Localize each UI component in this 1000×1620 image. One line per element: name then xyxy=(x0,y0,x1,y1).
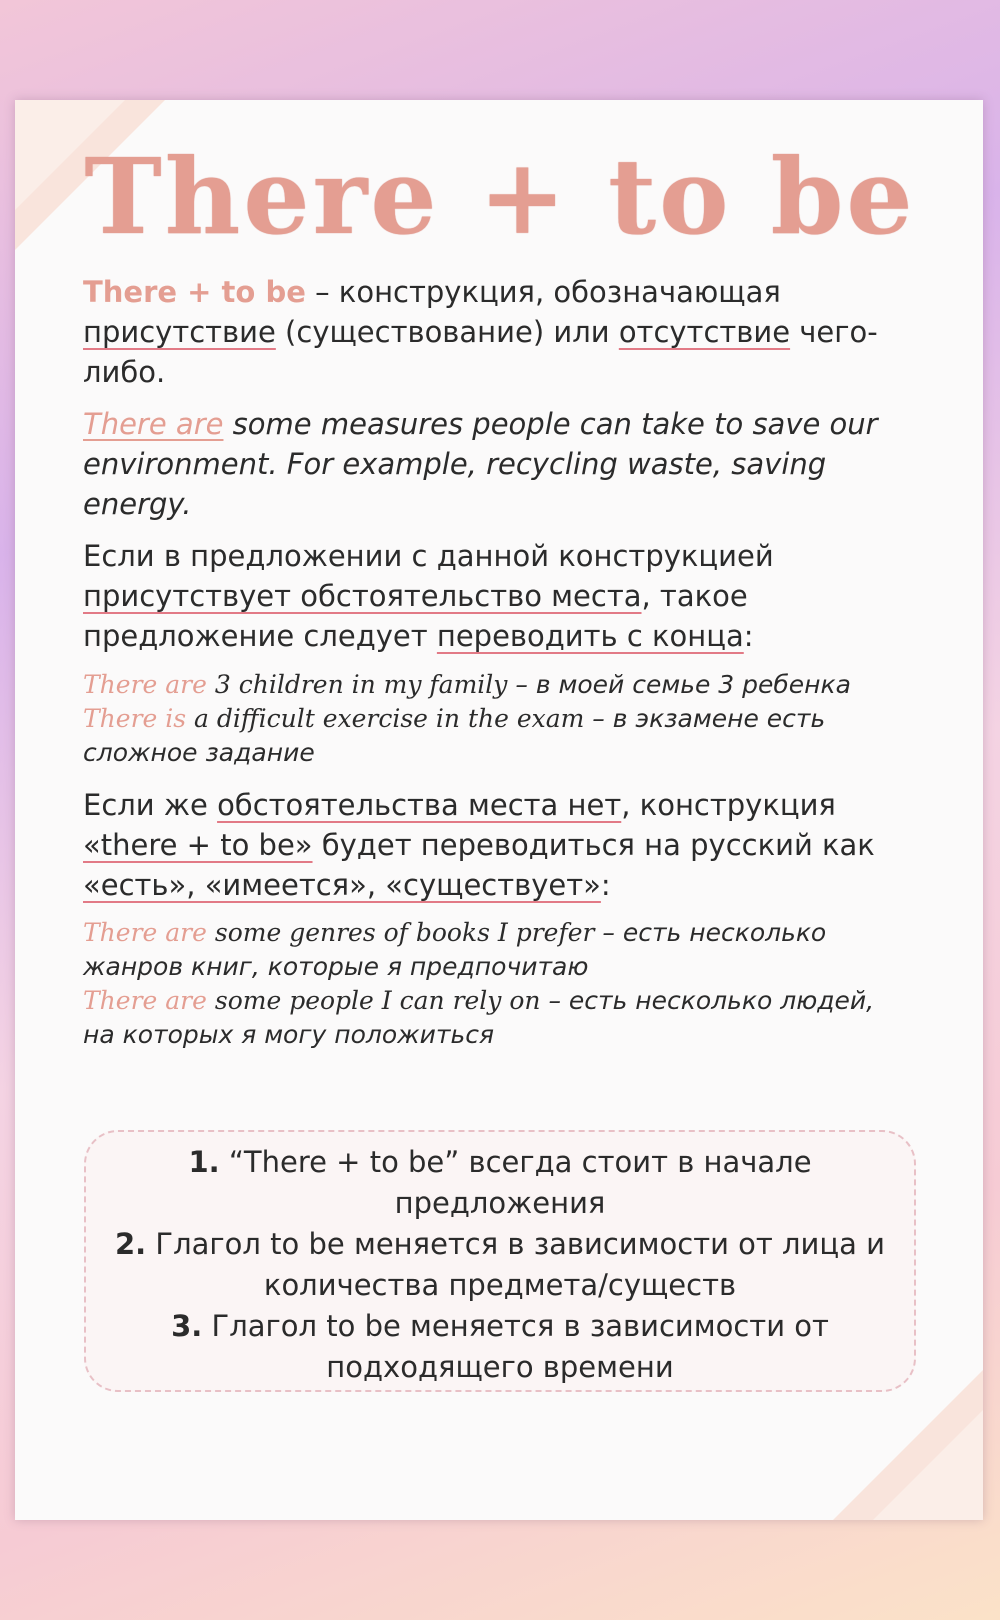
intro-middle: (существование) или xyxy=(275,315,619,349)
rule-noplace-underlined-3: «есть», «имеется», «существует» xyxy=(83,868,601,902)
note-item xyxy=(86,1142,914,1224)
example-noplace-russian: – есть несколько жанров книг, которые я предпочитаю xyxy=(83,918,827,981)
rule-place-paragraph xyxy=(83,536,913,656)
rule-noplace-underlined-1: обстоятельства места нет xyxy=(217,788,622,822)
rule-place-start: Если в предложении с данной конструкцией xyxy=(83,539,774,573)
note-number: 1. xyxy=(188,1145,220,1179)
note-text: Глагол to be меняется в зависимости от подходящего времени xyxy=(202,1309,829,1384)
example-noplace-english: some people I can rely on xyxy=(206,986,541,1015)
note-item xyxy=(86,1224,914,1306)
note-text: Глагол to be меняется в зависимости от лица и количества предмета/существ xyxy=(146,1227,885,1302)
intro-end: чего-либо. xyxy=(83,315,878,389)
notes-box xyxy=(84,1130,916,1392)
note-text: “There + to be” всегда стоит в начале предложения xyxy=(219,1145,812,1220)
example-place-highlight: There is xyxy=(83,704,187,733)
intro-paragraph xyxy=(83,272,913,392)
rule-noplace-middle-2: будет переводиться на русский как xyxy=(312,828,875,862)
intro-term: There + to be xyxy=(83,275,306,309)
example-place-english: a difficult exercise in the exam xyxy=(186,704,585,733)
example-place-item xyxy=(83,702,913,770)
example-place-highlight: There are xyxy=(83,670,207,699)
examples-noplace-list xyxy=(83,916,913,1052)
example-highlight: There are xyxy=(83,407,224,441)
rule-place-middle: , такое предложение следует xyxy=(83,579,748,653)
example-noplace-highlight: There are xyxy=(83,918,207,947)
example-noplace-russian: – есть несколько людей, на которых я могу положиться xyxy=(83,986,875,1049)
rule-noplace-middle: , конструкция xyxy=(621,788,836,822)
rule-noplace-end: : xyxy=(600,868,611,902)
page-title: There + to be xyxy=(84,135,916,258)
example-noplace-highlight: There are xyxy=(83,986,207,1015)
note-number: 3. xyxy=(171,1309,203,1343)
examples-place-list xyxy=(83,668,913,770)
example-noplace-item xyxy=(83,984,913,1052)
intro-dash-text: – конструкция, обозначающая xyxy=(305,275,781,309)
rule-noplace-start: Если же xyxy=(83,788,218,822)
rule-place-underlined-2: переводить с конца xyxy=(436,619,744,653)
example-place-russian: – в экзамене есть сложное задание xyxy=(83,704,826,767)
note-item xyxy=(86,1306,914,1388)
example-noplace-item xyxy=(83,916,913,984)
example-place-russian: – в моей семье 3 ребенка xyxy=(507,670,851,699)
corner-decoration-bottom-right-inner xyxy=(873,1410,983,1520)
rule-noplace-paragraph xyxy=(83,785,913,905)
example-paragraph xyxy=(83,404,913,524)
intro-absence: отсутствие xyxy=(618,315,791,349)
example-text: some measures people can take to save our environment. For example, recycling waste, saving energy. xyxy=(83,407,878,521)
rule-place-underlined-1: присутствует обстоятельство места xyxy=(83,579,642,613)
note-number: 2. xyxy=(115,1227,147,1261)
example-place-english: 3 children in my family xyxy=(206,670,508,699)
example-place-item xyxy=(83,668,913,702)
example-noplace-english: some genres of books I prefer xyxy=(206,918,595,947)
intro-presence: присутствие xyxy=(83,315,276,349)
rule-noplace-underlined-2: «there + to be» xyxy=(83,828,313,862)
rule-place-end: : xyxy=(743,619,754,653)
